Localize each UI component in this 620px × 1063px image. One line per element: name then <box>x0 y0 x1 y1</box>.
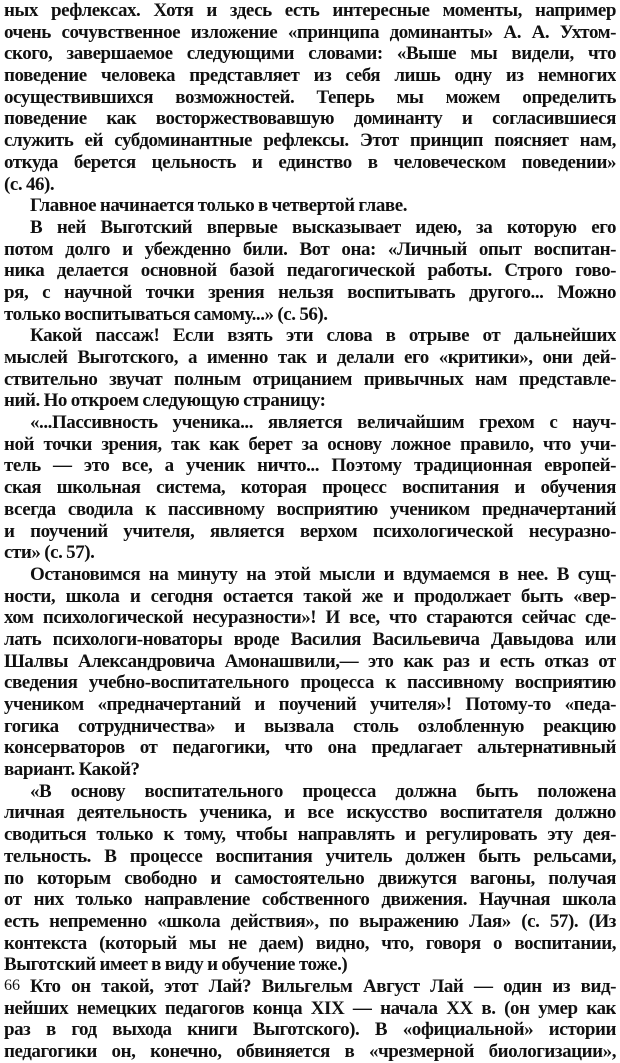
text-line: ствительно звучат полным отрицанием привычных нам представле- <box>4 368 616 390</box>
text-line: сти» (с. 57). <box>4 542 95 564</box>
text-line: педагогики он, конечно, обвиняется в «чрезмерной биологизации», <box>4 1041 616 1062</box>
text-line: «В основу воспитательного процесса должна быть положена <box>30 780 616 802</box>
text-line: гогика сотрудничества» и вызвала столь озлобленную реакцию <box>4 715 616 737</box>
text-line: личная деятельность ученика, и все искусство воспитателя должно <box>4 802 616 824</box>
text-line: Какой пассаж! Если взять эти слова в отрыве от дальнейших <box>30 325 616 347</box>
text-line: нейших немецких педагогов конца XIX — начала XX в. (он умер как <box>4 997 616 1019</box>
text-line: от них только направление собственного движения. Научная школа <box>4 889 616 911</box>
text-line: учеником «предначертаний и поучений учителя»! Потому-то «педа- <box>4 694 616 715</box>
text-line: ника делается основной базой педагогической работы. Строго гово- <box>4 260 616 282</box>
text-line: Шалвы Александровича Амонашвили,— это как раз и есть отказ от <box>4 650 616 672</box>
text-line: вариант. Какой? <box>4 759 140 781</box>
text-line: по которым свободно и самостоятельно движутся вагоны, получая <box>4 867 616 889</box>
text-line: поведение как восторжествовавшую доминанту и согласившиеся <box>4 108 616 130</box>
text-line: лать психологи-новаторы вроде Василия Васильевича Давыдова или <box>4 628 616 650</box>
text-line: и поучений учителя, является верхом психологической несуразно- <box>4 520 616 542</box>
text-line: ной точки зрения, так как берет за основу ложное правило, что учи- <box>4 433 616 455</box>
text-line: очень сочувственное изложение «принципа доминанты» А. А. Ухтом- <box>4 21 616 43</box>
text-line: ных рефлексах. Хотя и здесь есть интересные моменты, например <box>4 0 616 21</box>
text-line: есть непременно «школа действия», по выражению Лая» (с. 57). (Из <box>4 910 616 932</box>
text-line: сводиться только к тому, чтобы направлять и регулировать эту дея- <box>4 824 616 846</box>
text-line: только воспитываться самому...» (с. 56). <box>4 303 328 325</box>
body-text <box>4 0 616 1063</box>
text-line: ний. Но откроем следующую страницу: <box>4 390 326 412</box>
text-line: (с. 46). <box>4 173 55 195</box>
text-line: откуда берется цельность и единство в человеческом поведении» <box>4 151 616 173</box>
text-line: тель — это все, а ученик ничто... Поэтому традиционная европей- <box>4 455 616 477</box>
text-line: поведение человека представляет из себя лишь одну из немногих <box>4 65 616 87</box>
text-line: Остановимся на минуту на этой мысли и вдумаемся в нее. В сущ- <box>30 563 616 585</box>
text-line: ского, завершаемое следующими словами: «Выше мы видели, что <box>4 43 616 65</box>
text-line: ности, школа и сегодня остается такой же и продолжает быть «вер- <box>4 585 616 607</box>
text-line: контекста (который мы не даем) видно, что, говоря о воспитании, <box>4 932 616 954</box>
text-line: ская школьная система, которая процесс воспитания и обучения <box>4 477 616 499</box>
text-line: потом долго и убежденно били. Вот она: «Личный опыт воспитан- <box>4 238 616 260</box>
text-line: служить ей субдоминантные рефлексы. Этот принцип поясняет нам, <box>4 130 616 152</box>
text-line: осуществившихся возможностей. Теперь мы можем определить <box>4 86 616 108</box>
text-line: ря, с научной точки зрения нельзя воспитывать другого... Можно <box>4 281 616 303</box>
text-line: «...Пассивность ученика... является величайшим грехом с науч- <box>30 412 616 434</box>
text-line: Выготский имеет в виду и обучение тоже.) <box>4 954 348 976</box>
text-line: тельность. В процессе воспитания учитель должен быть рельсами, <box>4 845 616 867</box>
text-line: Кто он такой, этот Лай? Вильгельм Август Лай — один из вид- <box>30 975 616 997</box>
text-line: консерваторов от педагогики, что она предлагает альтернативный <box>4 737 616 759</box>
text-line: раз в год выхода книги Выготского). В «официальной» истории <box>4 1019 616 1041</box>
text-line: Главное начинается только в четвертой главе. <box>30 195 407 217</box>
text-line: всегда сводила к пассивному восприятию учеником предначертаний <box>4 498 616 520</box>
page-number: 66 <box>4 977 20 994</box>
text-line: мыслей Выготского, а именно так и делали его «критики», они дей- <box>4 347 616 368</box>
text-line: В ней Выготский впервые высказывает идею, за которую его <box>30 216 616 238</box>
text-line: хом психологической несуразности»! И все, что стараются сейчас сде- <box>4 607 616 629</box>
text-line: сведения учебно-воспитательного процесса к пассивному восприятию <box>4 672 616 694</box>
